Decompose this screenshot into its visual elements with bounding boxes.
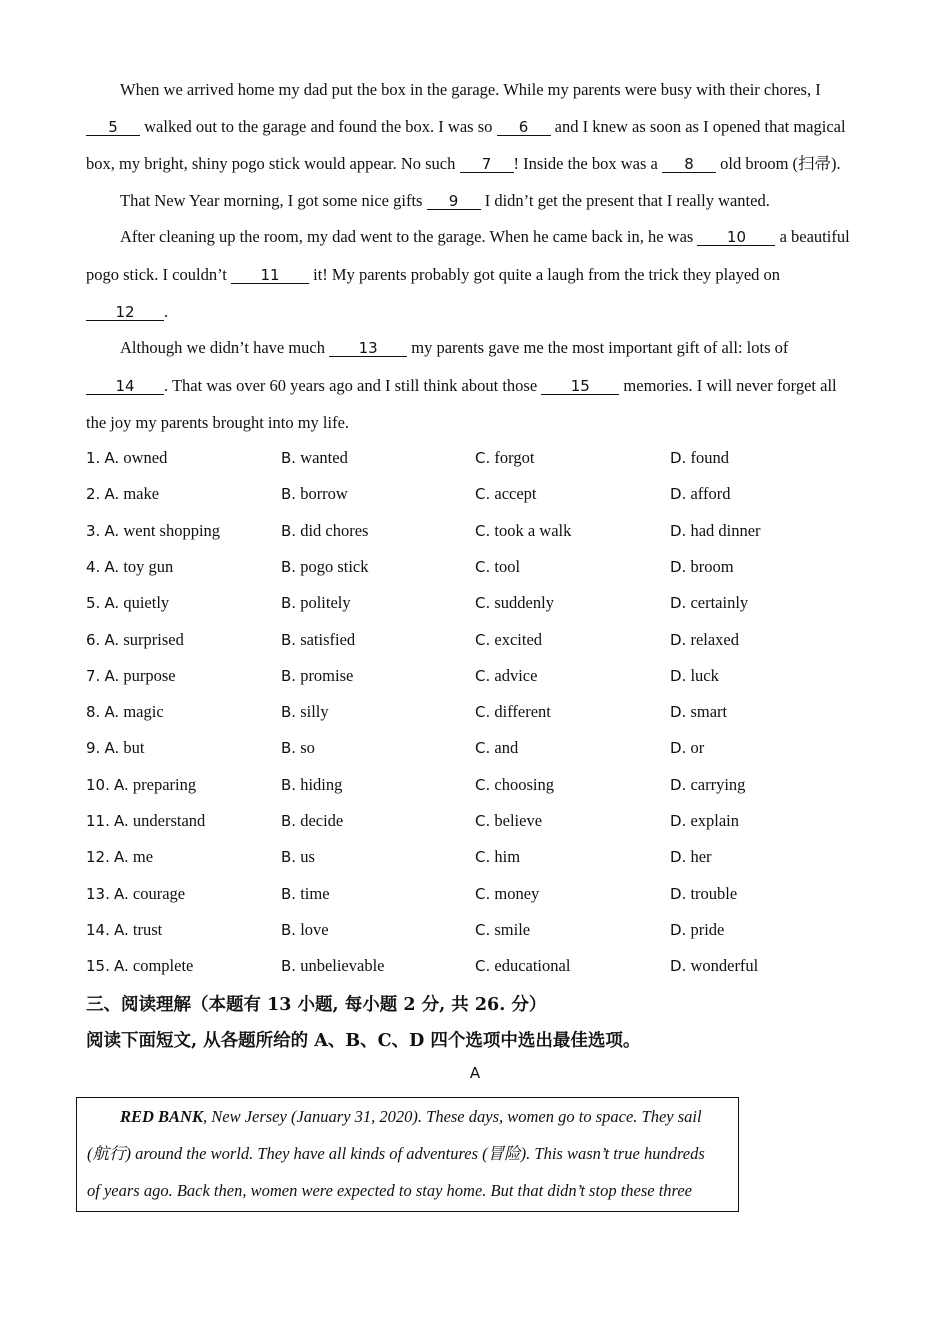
option-text: but [123, 738, 145, 758]
option-a[interactable] [86, 484, 159, 504]
option-text: relaxed [690, 629, 740, 649]
option-label: C. [475, 557, 491, 576]
option-label: B. [281, 920, 297, 939]
blank-11: 11 [231, 267, 309, 284]
option-b[interactable] [281, 593, 351, 613]
option-text: did chores [300, 520, 369, 540]
option-c[interactable] [475, 956, 570, 976]
option-text: love [300, 919, 329, 939]
blank-14: 14 [86, 378, 164, 395]
passage-text: memories. I will never forget all [619, 376, 837, 395]
passage-box [76, 1097, 739, 1212]
option-a[interactable] [86, 666, 176, 686]
option-a[interactable] [86, 702, 164, 722]
option-text: smile [494, 919, 531, 939]
option-label: C. [475, 848, 491, 867]
option-text: silly [300, 702, 329, 722]
option-text: him [494, 847, 521, 867]
option-text: carrying [690, 774, 746, 794]
option-b[interactable] [281, 775, 342, 795]
option-label: C. [475, 812, 491, 830]
option-label: D. [670, 739, 687, 758]
option-text: had dinner [690, 520, 761, 540]
option-text: courage [132, 883, 186, 903]
option-label: D. [670, 920, 687, 939]
question-number: 12. [86, 848, 110, 867]
option-b[interactable] [281, 738, 315, 758]
option-label: B. [281, 848, 297, 867]
question-row [86, 557, 886, 579]
option-text: satisfied [300, 629, 356, 649]
option-c[interactable] [475, 593, 554, 613]
option-text: toy gun [123, 556, 174, 576]
option-b[interactable] [281, 811, 343, 831]
option-text: afford [690, 484, 731, 504]
option-b[interactable] [281, 557, 368, 577]
option-d[interactable] [670, 811, 739, 831]
passage-text: That New Year morning, I got some nice gifts [120, 191, 427, 210]
option-b[interactable] [281, 847, 315, 867]
option-text: understand [132, 811, 206, 830]
option-text: us [300, 847, 315, 867]
option-b[interactable] [281, 630, 355, 650]
option-a[interactable] [86, 593, 169, 613]
option-d[interactable] [670, 956, 758, 976]
option-label: B. [281, 884, 297, 903]
option-text: suddenly [494, 593, 554, 613]
option-text: or [690, 738, 705, 758]
question-row [86, 811, 886, 833]
option-label: A. [113, 920, 129, 939]
option-label: D. [670, 884, 687, 903]
option-text: found [690, 448, 729, 467]
option-label: C. [475, 884, 491, 903]
option-label: B. [281, 812, 297, 830]
option-a[interactable] [86, 448, 167, 468]
option-text: magic [123, 702, 164, 722]
option-c[interactable] [475, 448, 534, 468]
option-label: D. [670, 848, 687, 867]
passage-line [86, 302, 168, 322]
blank-5: 5 [86, 119, 140, 136]
question-row [86, 884, 886, 906]
option-c[interactable] [475, 738, 518, 758]
option-a[interactable] [86, 775, 196, 795]
option-label: C. [475, 775, 491, 794]
question-number: 2. [86, 485, 101, 504]
option-a[interactable] [86, 521, 220, 541]
option-text: believe [494, 811, 543, 830]
question-row [86, 448, 886, 470]
question-number: 5. [86, 594, 101, 613]
option-text: took a walk [494, 520, 572, 540]
option-d[interactable] [670, 593, 748, 613]
option-b[interactable] [281, 484, 348, 504]
question-number: 13. [86, 884, 110, 903]
option-text: money [494, 883, 540, 903]
option-label: D. [670, 557, 687, 576]
passage-line [86, 413, 349, 433]
option-label: B. [281, 957, 297, 976]
option-a[interactable] [86, 956, 193, 976]
option-label: A. [104, 521, 120, 540]
option-d[interactable] [670, 630, 739, 650]
blank-8: 8 [662, 156, 716, 173]
option-label: C. [475, 485, 491, 504]
passage-text: my parents gave me the most important gift of all: lots of [407, 338, 789, 357]
box-line [120, 1107, 702, 1127]
blank-6: 6 [497, 119, 551, 136]
passage-text: When we arrived home my dad put the box in the garage. While my parents were busy with their chores, I [120, 80, 821, 99]
option-label: A. [104, 739, 120, 758]
option-a[interactable] [86, 920, 162, 940]
option-label: B. [281, 666, 297, 685]
option-text: and [494, 738, 519, 758]
option-label: C. [475, 449, 491, 467]
option-d[interactable] [670, 557, 734, 577]
option-label: A. [104, 666, 120, 685]
question-number: 6. [86, 630, 101, 649]
option-text: went shopping [123, 520, 221, 540]
option-label: C. [475, 521, 491, 540]
option-text: me [132, 847, 154, 867]
option-text: trust [132, 919, 163, 939]
question-row [86, 630, 886, 652]
option-text: smart [690, 702, 728, 722]
passage-text: . [164, 302, 169, 321]
option-d[interactable] [670, 666, 719, 686]
option-text: preparing [132, 774, 197, 794]
option-label: A. [113, 848, 129, 867]
option-text: make [123, 484, 160, 504]
option-b[interactable] [281, 521, 368, 541]
option-text: explain [690, 811, 740, 830]
option-c[interactable] [475, 775, 554, 795]
option-text: trouble [690, 883, 738, 903]
option-a[interactable] [86, 884, 185, 904]
option-label: D. [670, 630, 687, 649]
question-row [86, 920, 886, 942]
option-label: D. [670, 957, 687, 976]
option-text: complete [132, 956, 194, 976]
option-text: excited [494, 629, 543, 649]
passage-text: old broom (扫帚). [715, 154, 841, 173]
dateline-place: RED BANK [120, 1107, 203, 1126]
option-text: choosing [494, 774, 554, 794]
box-text: , New Jersey (January 31, 2020). These days, women go to space. They sail [202, 1107, 702, 1126]
option-text: her [690, 847, 712, 867]
question-number: 3. [86, 521, 101, 540]
option-label: A. [113, 812, 129, 830]
option-c[interactable] [475, 847, 520, 867]
option-text: quietly [123, 593, 170, 613]
option-c[interactable] [475, 557, 520, 577]
question-number: 14. [86, 920, 110, 939]
option-a[interactable] [86, 630, 184, 650]
option-d[interactable] [670, 521, 761, 541]
option-label: C. [475, 666, 491, 685]
option-b[interactable] [281, 666, 353, 686]
option-label: B. [281, 775, 297, 794]
option-text: purpose [123, 665, 176, 685]
option-label: A. [104, 557, 120, 576]
option-text: unbelievable [300, 956, 385, 976]
option-label: B. [281, 739, 297, 758]
passage-text: I didn’t get the present that I really wanted. [480, 191, 770, 210]
option-label: B. [281, 594, 297, 613]
blank-10: 10 [697, 229, 775, 246]
option-text: different [494, 702, 551, 722]
option-label: A. [113, 775, 129, 794]
option-text: borrow [300, 484, 348, 504]
option-label: A. [104, 630, 120, 649]
passage-line [86, 265, 780, 285]
passage-line [120, 227, 850, 247]
passage-text: walked out to the garage and found the box. I was so [140, 117, 497, 136]
option-text: broom [690, 556, 734, 576]
option-c[interactable] [475, 630, 542, 650]
option-label: D. [670, 449, 687, 467]
option-label: A. [104, 449, 120, 467]
option-b[interactable] [281, 884, 330, 904]
option-label: B. [281, 630, 297, 649]
option-text: time [300, 883, 330, 903]
option-b[interactable] [281, 920, 329, 940]
passage-text: pogo stick. I couldn’t [86, 265, 231, 284]
passage-text: ! Inside the box was a [513, 154, 662, 173]
passage-text: Although we didn’t have much [120, 338, 330, 357]
section-title: 三、阅读理解（本题有 13 小题, 每小题 2 分, 共 26. 分） [86, 995, 547, 1015]
box-text: of years ago. Back then, women were expected to stay home. But that didn’t stop these three [87, 1181, 693, 1200]
option-text: luck [690, 665, 719, 685]
option-c[interactable] [475, 920, 530, 940]
option-text: surprised [123, 629, 184, 649]
option-d[interactable] [670, 738, 704, 758]
blank-9: 9 [427, 193, 481, 210]
question-row [86, 847, 886, 869]
option-d[interactable] [670, 920, 724, 940]
option-d[interactable] [670, 702, 727, 722]
option-a[interactable] [86, 557, 173, 577]
blank-12: 12 [86, 304, 164, 321]
passage-line [120, 338, 788, 358]
question-row [86, 593, 886, 615]
option-text: tool [494, 556, 521, 576]
question-number: 1. [86, 449, 101, 467]
question-row [86, 521, 886, 543]
option-label: A. [104, 594, 120, 613]
option-label: C. [475, 594, 491, 613]
option-b[interactable] [281, 702, 329, 722]
passage-line [86, 154, 841, 174]
passage-text: it! My parents probably got quite a laugh from the trick they played on [308, 265, 781, 284]
blank-13: 13 [329, 340, 407, 357]
option-d[interactable] [670, 775, 745, 795]
passage-line [86, 376, 837, 396]
option-label: A. [113, 884, 129, 903]
option-label: A. [113, 957, 129, 976]
passage-text: After cleaning up the room, my dad went to the garage. When he came back in, he was [120, 227, 698, 246]
option-label: D. [670, 594, 687, 613]
option-c[interactable] [475, 702, 551, 722]
question-row [86, 666, 886, 688]
option-c[interactable] [475, 811, 542, 831]
question-number: 15. [86, 957, 110, 976]
option-label: D. [670, 775, 687, 794]
option-label: A. [104, 485, 120, 504]
option-label: C. [475, 957, 491, 976]
option-label: C. [475, 920, 491, 939]
option-d[interactable] [670, 448, 729, 468]
option-c[interactable] [475, 666, 537, 686]
question-row [86, 738, 886, 760]
option-text: educational [494, 956, 571, 976]
question-number: 9. [86, 739, 101, 758]
option-text: pride [690, 919, 725, 939]
option-label: D. [670, 666, 687, 685]
option-text: owned [123, 448, 168, 467]
option-label: D. [670, 485, 687, 504]
passage-line [120, 80, 821, 100]
option-a[interactable] [86, 738, 144, 758]
question-row [86, 702, 886, 724]
option-text: promise [300, 665, 354, 685]
option-label: B. [281, 703, 297, 722]
option-text: accept [494, 484, 537, 504]
question-number: 11. [86, 812, 110, 830]
option-label: B. [281, 485, 297, 504]
question-row [86, 956, 886, 978]
option-label: D. [670, 703, 687, 722]
option-text: wonderful [690, 956, 759, 976]
option-d[interactable] [670, 847, 712, 867]
option-text: decide [300, 811, 344, 830]
option-text: forgot [494, 448, 535, 467]
option-d[interactable] [670, 884, 737, 904]
option-label: B. [281, 557, 297, 576]
question-number: 4. [86, 557, 101, 576]
passage-text: the joy my parents brought into my life. [86, 413, 350, 432]
option-b[interactable] [281, 956, 384, 976]
option-b[interactable] [281, 448, 348, 468]
option-text: hiding [300, 774, 343, 794]
box-line [87, 1181, 692, 1201]
option-text: advice [494, 665, 538, 685]
option-label: A. [104, 703, 120, 722]
box-text: (航行) around the world. They have all kinds of adventures (冒险). This wasn’t true hundreds [87, 1144, 705, 1163]
option-label: C. [475, 703, 491, 722]
passage-text: . That was over 60 years ago and I still think about those [164, 376, 542, 395]
option-text: so [300, 738, 315, 758]
option-label: B. [281, 449, 297, 467]
option-text: pogo stick [300, 556, 369, 576]
box-line [87, 1144, 705, 1164]
option-label: D. [670, 521, 687, 540]
option-a[interactable] [86, 811, 205, 831]
option-text: wanted [300, 448, 348, 467]
option-text: politely [300, 593, 351, 613]
option-text: certainly [690, 593, 749, 613]
passage-text: box, my bright, shiny pogo stick would appear. No such [86, 154, 460, 173]
option-label: C. [475, 739, 491, 758]
question-number: 10. [86, 775, 110, 794]
option-label: C. [475, 630, 491, 649]
option-c[interactable] [475, 521, 571, 541]
passage-label: A [469, 1064, 481, 1082]
passage-text: and I knew as soon as I opened that magical [550, 117, 846, 136]
question-row [86, 484, 886, 506]
question-number: 7. [86, 666, 101, 685]
question-number: 8. [86, 703, 101, 722]
question-row [86, 775, 886, 797]
section-instruction: 阅读下面短文, 从各题所给的 A、B、C、D 四个选项中选出最佳选项。 [86, 1031, 641, 1051]
option-a[interactable] [86, 847, 153, 867]
blank-7: 7 [460, 156, 514, 173]
option-c[interactable] [475, 884, 539, 904]
option-label: B. [281, 521, 297, 540]
passage-text: a beautiful [775, 227, 850, 246]
option-d[interactable] [670, 484, 730, 504]
option-label: D. [670, 812, 687, 830]
passage-line [120, 191, 770, 211]
option-c[interactable] [475, 484, 537, 504]
passage-line [86, 117, 846, 137]
blank-15: 15 [541, 378, 619, 395]
